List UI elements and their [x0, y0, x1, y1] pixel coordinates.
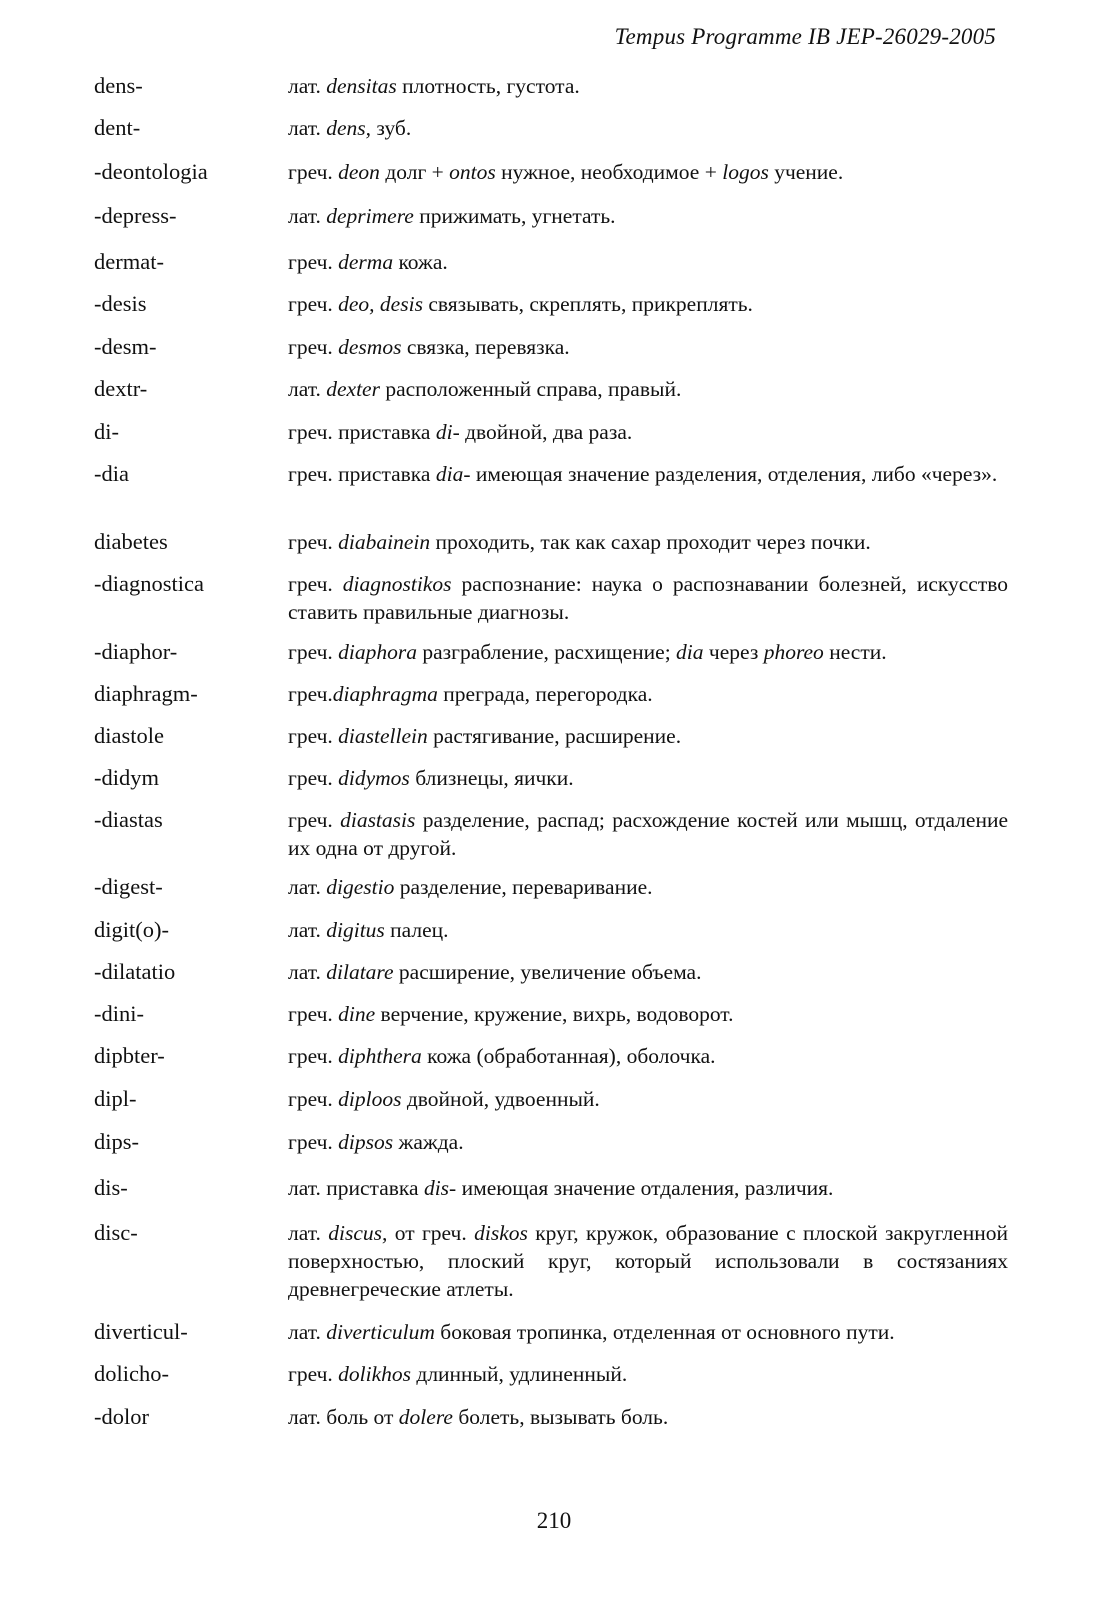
- etymon-word: dolikhos: [338, 1362, 411, 1386]
- etymon-word: derma: [338, 250, 394, 274]
- definition-text: близнецы, яички.: [409, 766, 574, 790]
- etymon-word: dia: [676, 640, 704, 664]
- entry-definition: [288, 248, 1008, 276]
- entry-term: di-: [94, 419, 119, 444]
- definition-text: греч.: [288, 766, 339, 790]
- definition-text: нужное, необходимое +: [495, 160, 723, 184]
- entry-term: -desm-: [94, 334, 157, 359]
- definition-text: греч.: [288, 808, 341, 832]
- definition-text: жажда.: [393, 1130, 464, 1154]
- entry-term: -digest-: [94, 874, 163, 899]
- definition-text: верчение, кружение, вихрь, водоворот.: [375, 1002, 734, 1026]
- entry-term: -diagnostica: [94, 571, 204, 596]
- definition-text: греч.: [288, 250, 339, 274]
- etymon-word: logos: [722, 160, 769, 184]
- definition-text: имеющая значение разделения, отделения, либо «через».: [470, 462, 998, 486]
- entry-definition: [288, 1318, 1008, 1346]
- entry-term: dipl-: [94, 1086, 137, 1111]
- definition-text: лат.: [288, 377, 327, 401]
- definition-text: греч.: [288, 1044, 339, 1068]
- definition-text: греч.: [288, 682, 333, 706]
- definition-text: греч.: [288, 724, 339, 748]
- definition-text: растягивание, расширение.: [427, 724, 682, 748]
- etymon-word: dens,: [326, 116, 372, 140]
- definition-text: прижимать, угнетать.: [413, 204, 616, 228]
- entry-definition: [288, 958, 1008, 986]
- definition-text: греч.: [288, 1362, 339, 1386]
- entry-definition: [288, 114, 1008, 142]
- entry-definition: [288, 1000, 1008, 1028]
- etymon-word: densitas: [326, 74, 397, 98]
- etymon-word: deo, desis: [338, 292, 423, 316]
- entry-definition: [288, 722, 1008, 750]
- etymon-word: diverticulum: [326, 1320, 435, 1344]
- entry-term: dipbter-: [94, 1043, 165, 1068]
- entry-term: digit(o)-: [94, 917, 169, 942]
- entry-term: -dia: [94, 461, 129, 486]
- entry-term: disc-: [94, 1220, 138, 1245]
- entry-term: -dolor: [94, 1404, 149, 1429]
- entry-definition: [288, 680, 1008, 708]
- etymon-word: dexter: [326, 377, 380, 401]
- definition-text: разделение, распад; расхождение костей или мышц, отдаление их одна от другой.: [288, 808, 1008, 860]
- definition-text: двойной, удвоенный.: [401, 1087, 600, 1111]
- etymon-word: dis-: [423, 1176, 457, 1200]
- etymon-word: diastellein: [338, 724, 428, 748]
- entry-definition: [288, 638, 1008, 666]
- entry-term: dens-: [94, 73, 143, 98]
- entry-definition: [288, 1085, 1008, 1113]
- entry-definition: [288, 916, 1008, 944]
- entry-definition: [288, 806, 1008, 862]
- entry-definition: [288, 375, 1008, 403]
- etymon-word: dine: [338, 1002, 376, 1026]
- entry-term: diverticul-: [94, 1319, 188, 1344]
- entry-term: -deontologia: [94, 159, 208, 184]
- definition-text: лат.: [288, 116, 327, 140]
- entry-definition: [288, 460, 1008, 488]
- entry-definition: [288, 1174, 1008, 1202]
- entry-definition: [288, 290, 1008, 318]
- definition-text: лат.: [288, 960, 327, 984]
- etymon-word: discus,: [328, 1221, 388, 1245]
- definition-text: греч.: [288, 335, 339, 359]
- etymon-word: diploos: [338, 1087, 402, 1111]
- entry-definition: [288, 570, 1008, 626]
- etymon-word: di-: [435, 420, 460, 444]
- etymon-word: diskos: [474, 1221, 528, 1245]
- entry-term: -depress-: [94, 203, 177, 228]
- entry-definition: [288, 202, 1008, 230]
- definition-text: учение.: [768, 160, 844, 184]
- etymon-word: dolere: [398, 1405, 453, 1429]
- definition-text: лат. приставка: [288, 1176, 424, 1200]
- entry-term: dermat-: [94, 249, 164, 274]
- entry-definition: [288, 333, 1008, 361]
- etymon-word: diaphora: [338, 640, 417, 664]
- definition-text: разделение, переваривание.: [394, 875, 653, 899]
- etymon-word: phoreo: [763, 640, 824, 664]
- definition-text: греч.: [288, 530, 339, 554]
- definition-text: распознание: наука о распознавании болезней, искусство ставить правильные диагнозы.: [288, 572, 1008, 624]
- etymon-word: desmos: [338, 335, 402, 359]
- entry-term: -diaphor-: [94, 639, 178, 664]
- definition-text: связывать, скреплять, прикреплять.: [422, 292, 753, 316]
- definition-text: расширение, увеличение объема.: [393, 960, 702, 984]
- entry-definition: [288, 873, 1008, 901]
- definition-text: расположенный справа, правый.: [379, 377, 682, 401]
- etymon-word: diaphragma: [332, 682, 438, 706]
- definition-text: имеющая значение отдаления, различия.: [456, 1176, 834, 1200]
- definition-text: разграбление, расхищение;: [416, 640, 677, 664]
- definition-text: палец.: [384, 918, 449, 942]
- definition-text: долг +: [379, 160, 450, 184]
- etymon-word: deon: [338, 160, 380, 184]
- entry-term: -dilatatio: [94, 959, 176, 984]
- definition-text: лат.: [288, 74, 327, 98]
- etymon-word: diabainein: [338, 530, 431, 554]
- definition-text: кожа.: [393, 250, 448, 274]
- entry-definition: [288, 158, 1008, 186]
- definition-text: длинный, удлиненный.: [411, 1362, 628, 1386]
- definition-text: греч.: [288, 160, 339, 184]
- definition-text: греч.: [288, 1130, 339, 1154]
- etymon-word: diastasis: [340, 808, 416, 832]
- definition-text: греч. приставка: [288, 420, 436, 444]
- definition-text: боковая тропинка, отделенная от основного пути.: [434, 1320, 895, 1344]
- definition-text: греч. приставка: [288, 462, 436, 486]
- definition-text: болеть, вызывать боль.: [452, 1405, 669, 1429]
- entry-definition: [288, 528, 1008, 556]
- entry-definition: [288, 1042, 1008, 1070]
- definition-text: греч.: [288, 1002, 339, 1026]
- entry-term: -didym: [94, 765, 159, 790]
- entry-term: diabetes: [94, 529, 168, 554]
- definition-text: лат.: [288, 204, 327, 228]
- etymon-word: digitus: [326, 918, 385, 942]
- entry-definition: [288, 72, 1008, 100]
- etymon-word: dilatare: [326, 960, 394, 984]
- entry-term: dis-: [94, 1175, 128, 1200]
- etymon-word: deprimere: [326, 204, 414, 228]
- definition-text: плотность, густота.: [396, 74, 580, 98]
- page-number: 210: [536, 1508, 572, 1533]
- entry-term: diastole: [94, 723, 164, 748]
- entry-term: diaphragm-: [94, 681, 198, 706]
- definition-text: лат.: [288, 1221, 329, 1245]
- definition-text: двойной, два раза.: [459, 420, 633, 444]
- entry-term: -desis: [94, 291, 147, 316]
- entry-term: dent-: [94, 115, 141, 140]
- definition-text: зуб.: [371, 116, 412, 140]
- entry-term: -dini-: [94, 1001, 144, 1026]
- definition-text: круг, кружок, образование с плоской закругленной поверхностью, плоский круг, который использовали в состязаниях древнегреческие атлеты.: [288, 1221, 1008, 1301]
- definition-text: нести.: [823, 640, 887, 664]
- etymon-word: dipsos: [338, 1130, 394, 1154]
- definition-text: через: [703, 640, 764, 664]
- entry-definition: [288, 1128, 1008, 1156]
- definition-text: греч.: [288, 572, 343, 596]
- definition-text: греч.: [288, 292, 339, 316]
- definition-text: проходить, так как сахар проходит через почки.: [430, 530, 871, 554]
- entry-definition: [288, 418, 1008, 446]
- definition-text: лат.: [288, 875, 327, 899]
- definition-text: лат.: [288, 918, 327, 942]
- etymon-word: diphthera: [338, 1044, 422, 1068]
- definition-text: кожа (обработанная), оболочка.: [421, 1044, 716, 1068]
- definition-text: связка, перевязка.: [401, 335, 570, 359]
- entry-term: dips-: [94, 1129, 139, 1154]
- entry-definition: [288, 1219, 1008, 1303]
- definition-text: от греч.: [387, 1221, 475, 1245]
- etymon-word: didymos: [338, 766, 410, 790]
- entry-definition: [288, 1403, 1008, 1431]
- entry-term: dextr-: [94, 376, 148, 401]
- etymon-word: dia-: [435, 462, 471, 486]
- entry-term: -diastas: [94, 807, 163, 832]
- definition-text: лат.: [288, 1320, 327, 1344]
- entry-term: dolicho-: [94, 1361, 169, 1386]
- etymon-word: diagnostikos: [342, 572, 452, 596]
- page-header: Tempus Programme IB JEP-26029-2005: [614, 24, 996, 49]
- definition-text: лат. боль от: [288, 1405, 399, 1429]
- definition-text: греч.: [288, 1087, 339, 1111]
- definition-text: греч.: [288, 640, 339, 664]
- entry-definition: [288, 764, 1008, 792]
- etymon-word: ontos: [449, 160, 496, 184]
- entry-definition: [288, 1360, 1008, 1388]
- etymon-word: digestio: [326, 875, 395, 899]
- definition-text: преграда, перегородка.: [437, 682, 653, 706]
